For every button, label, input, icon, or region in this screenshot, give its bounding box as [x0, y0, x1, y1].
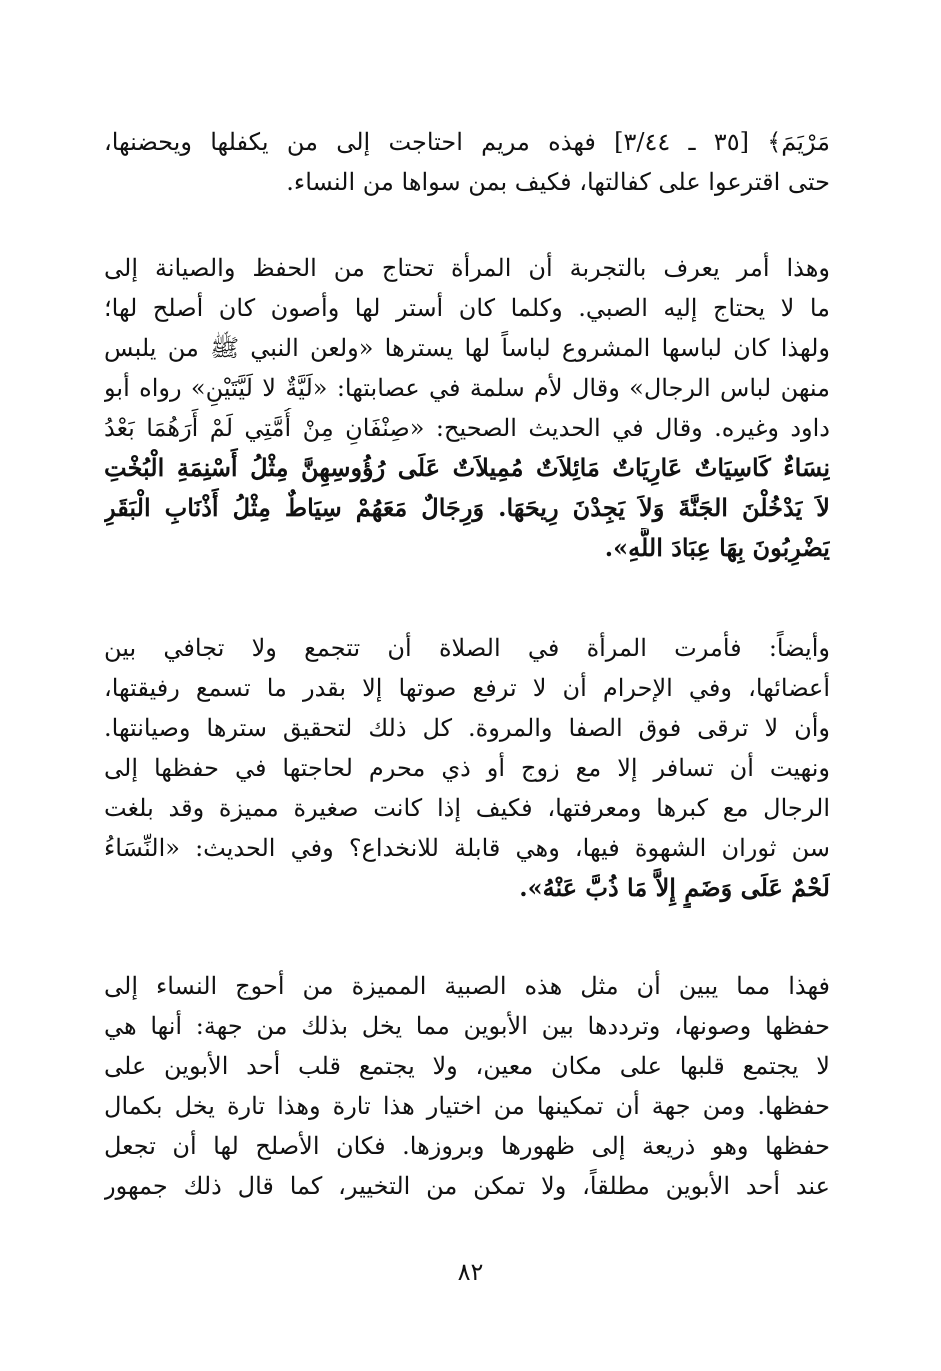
text-line: أعضائها، وفي الإحرام أن لا ترفع صوتها إلا بقدر ما تسمع رفيقتها، — [104, 674, 830, 702]
text-line: عند أحد الأبوين مطلقاً، ولا تمكن من التخيير، كما قال ذلك جمهور — [104, 1172, 830, 1200]
text-line: ما لا يحتاج إليه الصبي. وكلما كان أستر لها وأصون كان أصلح لها؛ — [104, 294, 830, 322]
page-number: ٨٢ — [457, 1258, 484, 1286]
hadith-line: لاَ يَدْخُلْنَ الجَنَّةَ وَلاَ يَجِدْنَ رِيحَهَا. وَرِجَالٌ مَعَهُمْ سِيَاطٌ مِثْلُ أَذْنَابِ الْبَقَرِ — [104, 493, 830, 522]
text-line: مَرْيَمَ﴾ [٣٥ ـ ٣/٤٤] فهذه مريم احتاجت إلى من يكفلها ويحضنها، — [104, 128, 830, 156]
text-line: حفظها وهو ذريعة إلى ظهورها وبروزها. فكان الأصلح لها أن تجعل — [104, 1132, 830, 1160]
text-line: وأن لا ترقى فوق الصفا والمروة. كل ذلك لتحقيق سترها وصيانتها. — [104, 714, 830, 742]
hadith-line: لَحْمٌ عَلَى وَضَمٍ إِلاَّ مَا ذُبَّ عَنْهُ». — [519, 873, 830, 902]
text-line: فهذا مما يبين أن مثل هذه الصبية المميزة من أحوج النساء إلى — [104, 972, 830, 1000]
text-line: حفظها. ومن جهة أن تمكينها من اختيار هذا تارة وهذا تارة يخل بكمال — [104, 1092, 830, 1120]
text-line: وهذا أمر يعرف بالتجربة أن المرأة تحتاج من الحفظ والصيانة إلى — [104, 254, 830, 282]
paragraph-4 — [104, 966, 830, 1206]
text-line: منهن لباس الرجال» وقال لأم سلمة في عصابتها: «لَيَّةٌ لا لَيَّتَيْنِ» رواه أبو — [104, 374, 830, 402]
text-line: وأيضاً: فأمرت المرأة في الصلاة أن تتجمع ولا تجافي بين — [104, 634, 830, 662]
text-line: ونهيت أن تسافر إلا مع زوج أو ذي محرم لحاجتها في حفظها إلى — [104, 754, 830, 782]
text-line: سن ثوران الشهوة فيها، وهي قابلة للانخداع؟ وفي الحديث: «النِّسَاءُ — [104, 834, 830, 862]
text-line: داود وغيره. وقال في الحديث الصحيح: «صِنْفَانِ مِنْ أُمَّتِي لَمْ أَرَهُمَا بَعْدُ — [104, 414, 830, 442]
paragraph-1 — [104, 122, 830, 202]
text-line: الرجال مع كبرها ومعرفتها، فكيف إذا كانت صغيرة مميزة وقد بلغت — [104, 794, 830, 822]
paragraph-2 — [104, 248, 830, 568]
text-line: لا يجتمع قلبها على مكان معين، ولا يجتمع قلب أحد الأبوين على — [104, 1052, 830, 1080]
paragraph-3 — [104, 628, 830, 908]
text-line: ولهذا كان لباسها المشروع لباساً لها يسترها «ولعن النبي ﷺ من يلبس — [104, 334, 830, 362]
text-line: حفظها وصونها، وترددها بين الأبوين مما يخل بذلك من جهة: أنها هي — [104, 1012, 830, 1040]
hadith-line: يَضْرِبُونَ بِهَا عِبَادَ اللَّهِ». — [604, 533, 830, 562]
text-line: حتى اقترعوا على كفالتها، فكيف بمن سواها من النساء. — [286, 168, 830, 196]
hadith-line: نِسَاءٌ كَاسِيَاتٌ عَارِيَاتٌ مَائِلاَتٌ مُمِيلاَتٌ عَلَى رُؤُوسِهِنَّ مِثْلُ أَسْنِمَةِ الْبُخْتِ — [104, 453, 830, 482]
